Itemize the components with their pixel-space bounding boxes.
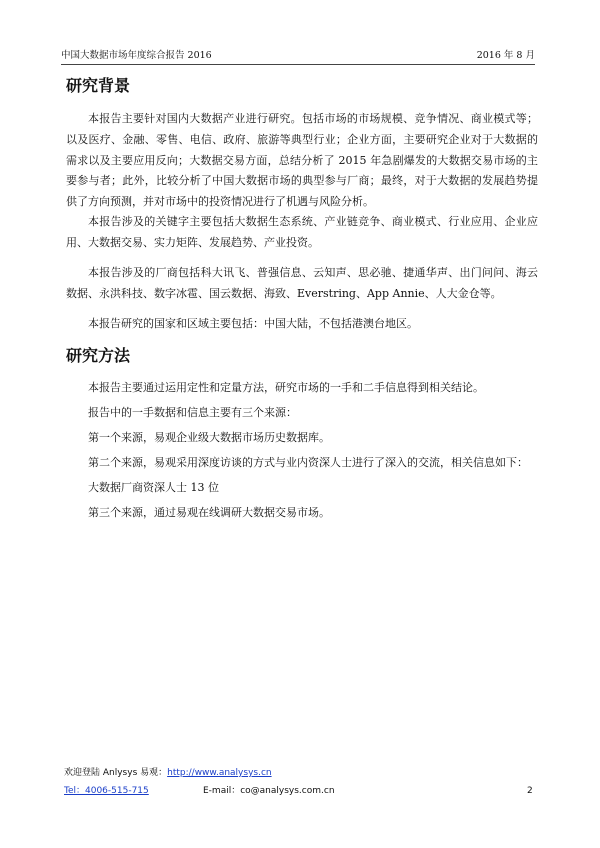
method-line-approach: 本报告主要通过运用定性和定量方法，研究市场的一手和二手信息得到相关结论。 (88, 381, 484, 394)
section-title-methodology: 研究方法 (66, 346, 131, 365)
report-title: 中国大数据市场年度综合报告 2016 (61, 50, 212, 61)
footer-contact (64, 784, 149, 798)
website-link[interactable]: http://www.analysys.cn (167, 768, 272, 778)
method-line-interviewees: 大数据厂商资深人士 13 位 (88, 481, 219, 494)
report-date: 2016 年 8 月 (476, 50, 535, 61)
background-paragraph-regions: 本报告研究的国家和区域主要包括：中国大陆，不包括港澳台地区。 (88, 317, 418, 330)
method-line-sources-intro: 报告中的一手数据和信息主要有三个来源： (88, 406, 297, 419)
method-line-source-2: 第二个来源，易观采用深度访谈的方式与业内资深人士进行了深入的交流，相关信息如下： (88, 456, 528, 469)
background-paragraph-keywords: 本报告涉及的关键字主要包括大数据生态系统、产业链竞争、商业模式、行业应用、企业应用、大数据交易、实力矩阵、发展趋势、产业投资。 (66, 215, 538, 249)
page-number: 2 (527, 786, 533, 796)
background-paragraph-vendors: 本报告涉及的厂商包括科大讯飞、普强信息、云知声、思必驰、捷通华声、出门问问、海云数据、永洪科技、数字冰雹、国云数据、海致、Everstring、App Annie、人大金仓等。 (66, 266, 538, 300)
footer-welcome (64, 766, 272, 780)
footer-welcome-text: 欢迎登陆 Anlysys 易观： (64, 768, 168, 778)
method-line-source-1: 第一个来源，易观企业级大数据市场历史数据库。 (88, 431, 330, 444)
section-title-background: 研究背景 (66, 76, 131, 95)
tel-link[interactable]: Tel：4006-515-715 (64, 786, 149, 796)
method-line-source-3: 第三个来源，通过易观在线调研大数据交易市场。 (88, 506, 330, 519)
page-header (61, 48, 535, 65)
background-paragraph-scope: 本报告主要针对国内大数据产业进行研究。包括市场的市场规模、竞争情况、商业模式等；以及医疗、金融、零售、电信、政府、旅游等典型行业；企业方面，主要研究企业对于大数据的需求以及主要应用反向；大数据交易方面，总结分析了 2015 年急剧爆发的大数据交易市场的主要参与者；此外，比较分析了中国大数据市场的典型参与厂商；最终，对于大数据的发展趋势提供了方向预测，并对市场中的投资情况进行了机遇与风险分析。 (66, 112, 538, 209)
footer-email: E-mail：co@analysys.com.cn (203, 786, 335, 796)
